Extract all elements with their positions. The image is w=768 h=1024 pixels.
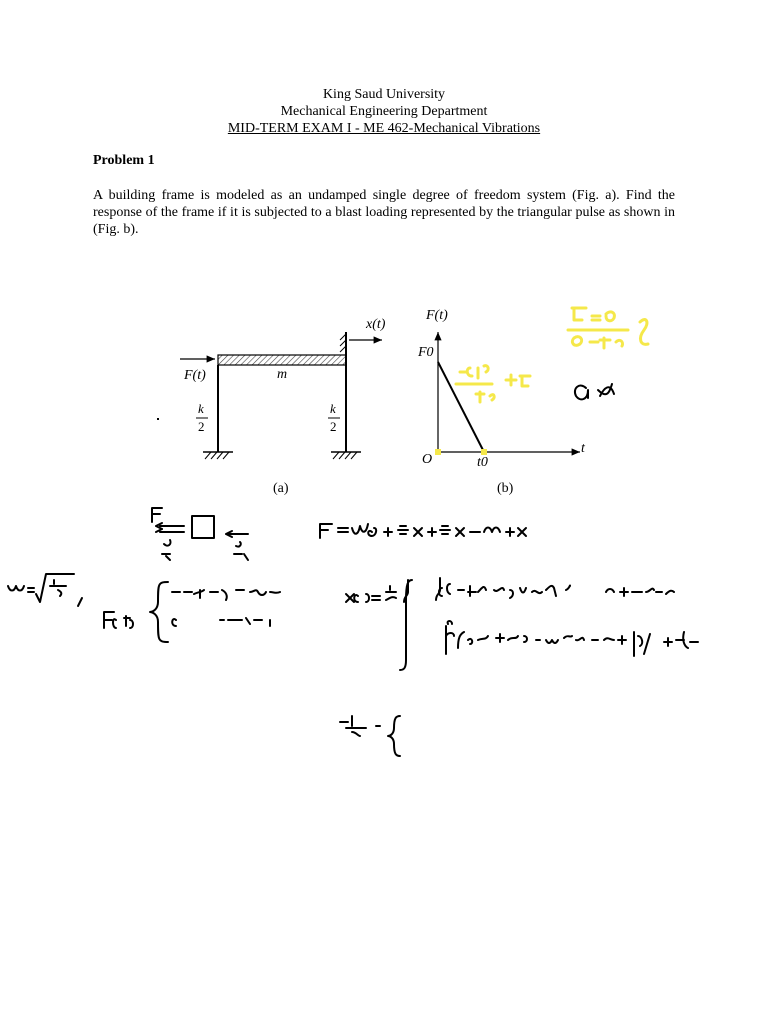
left-stiffness-2: 2 (198, 419, 205, 434)
right-stiffness-2: 2 (330, 419, 337, 434)
department-name: Mechanical Engineering Department (280, 104, 488, 119)
yellow-slope-note (456, 308, 648, 402)
right-stiffness-k: k (330, 401, 336, 416)
problem-statement: A building frame is modeled as an undamped single degree of freedom system (Fig. a). Find the response of the frame if it is subjected to a blast loading represented by the triangular pulse as shown in (Fig. b). (93, 188, 675, 237)
exam-title: MID-TERM EXAM I - ME 462-Mechanical Vibrations (227, 121, 541, 136)
left-stiffness-k: k (198, 401, 204, 416)
stray-mark (157, 418, 159, 420)
origin-label: O (422, 452, 433, 467)
caption-a: (a) (273, 481, 289, 496)
displacement-label: x(t) (366, 317, 386, 332)
f0-label: F0 (418, 345, 434, 360)
force-label: F(t) (184, 368, 206, 383)
university-name: King Saud University (322, 87, 446, 102)
t-axis-label: t (581, 441, 585, 456)
caption-b: (b) (497, 481, 514, 496)
black-ink-notes (8, 384, 698, 756)
problem-title: Problem 1 (93, 153, 155, 168)
t0-label: t0 (477, 455, 488, 470)
mass-label: m (277, 367, 288, 382)
y-axis-label: F(t) (426, 308, 448, 323)
